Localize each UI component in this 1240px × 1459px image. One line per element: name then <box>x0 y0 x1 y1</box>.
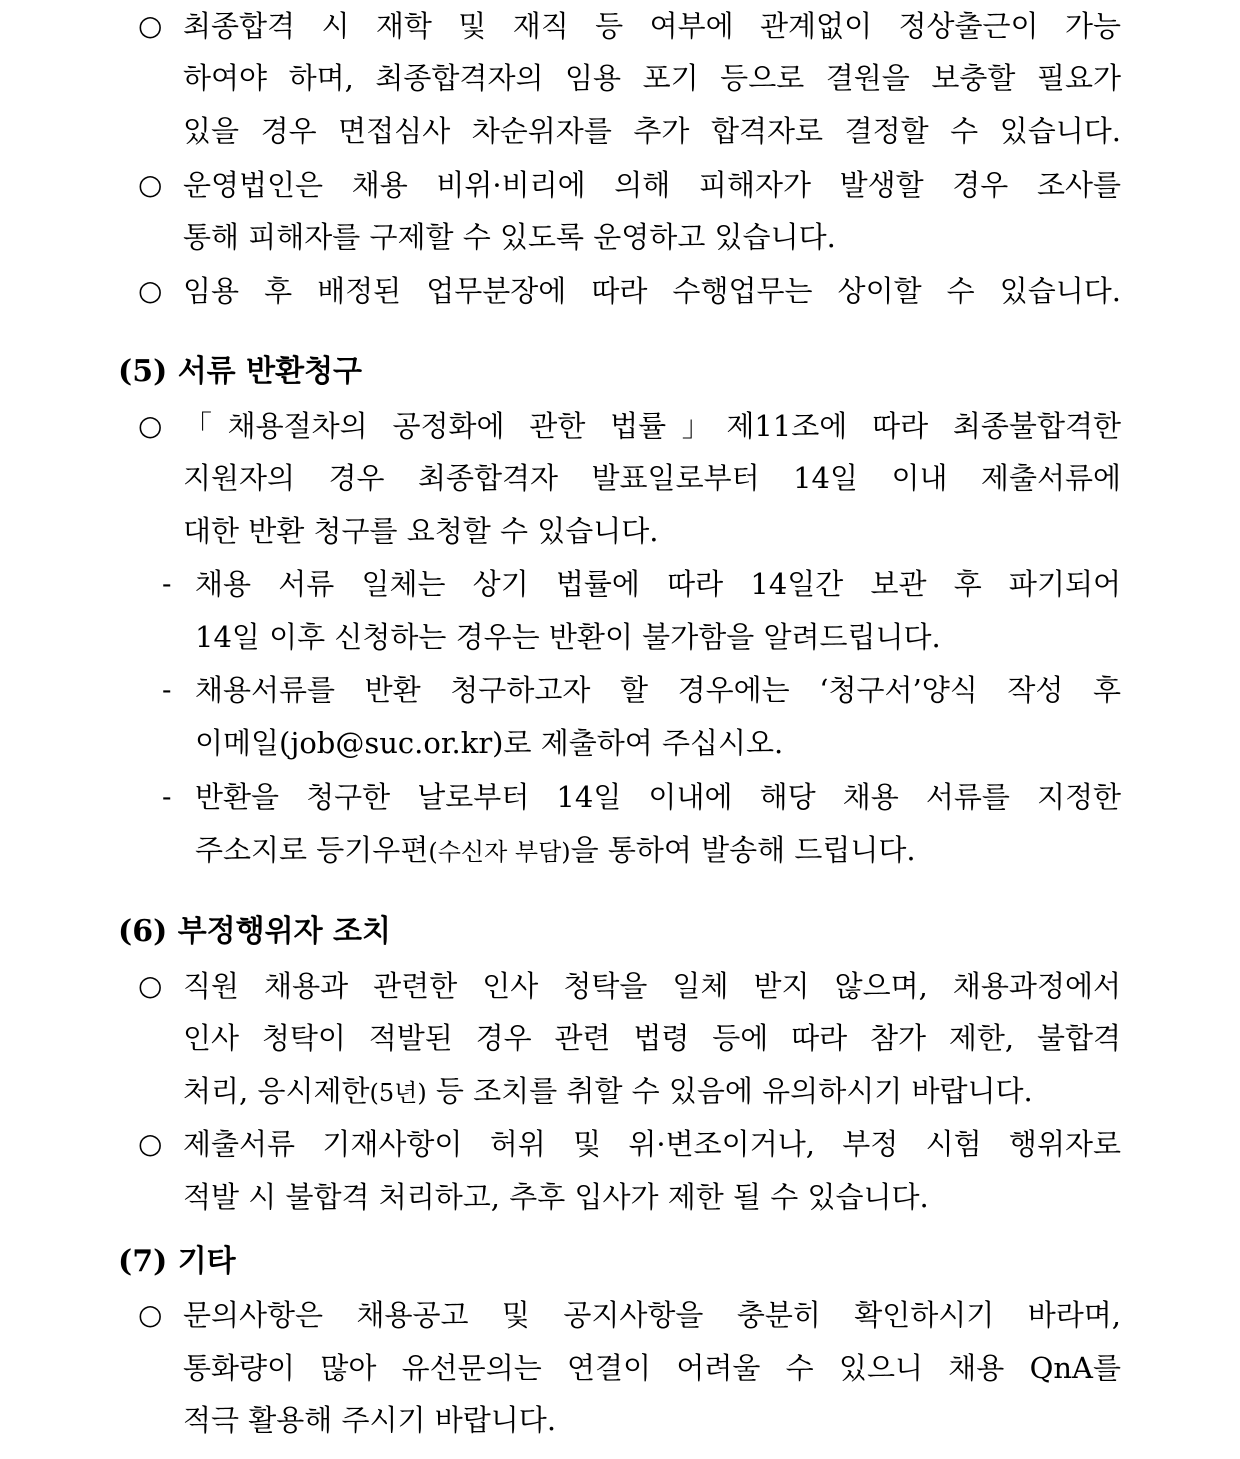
circle-bullet-icon: ○ <box>138 274 163 307</box>
paragraph-line: 운영법인은 채용 비위·비리에 의해 피해자가 발생할 경우 조사를 <box>183 168 1121 202</box>
paragraph-line: 인사 청탁이 적발된 경우 관련 법령 등에 따라 참가 제한, 불합격 <box>183 1021 1121 1055</box>
paragraph-line: 지원자의 경우 최종합격자 발표일로부터 14일 이내 제출서류에 <box>183 461 1121 495</box>
paragraph-line: 통화량이 많아 유선문의는 연결이 어려울 수 있으니 채용 QnA를 <box>183 1351 1121 1385</box>
paragraph-line: 임용 후 배정된 업무분장에 따라 수행업무는 상이할 수 있습니다. <box>183 274 1121 308</box>
circle-bullet-icon: ○ <box>138 168 163 201</box>
paragraph-line: 적극 활용해 주시기 바랍니다. <box>183 1403 557 1437</box>
paragraph-line: 14일 이후 신청하는 경우는 반환이 불가함을 알려드립니다. <box>195 620 941 654</box>
text-run: 처리, 응시제한 <box>183 1074 370 1108</box>
paragraph-line: 채용 서류 일체는 상기 법률에 따라 14일간 보관 후 파기되어 <box>195 567 1121 601</box>
dash-bullet-icon: - <box>162 780 172 813</box>
text-run: 등 조치를 취할 수 있음에 유의하시기 바랍니다. <box>426 1074 1033 1108</box>
dash-bullet-icon: - <box>162 567 172 600</box>
circle-bullet-icon: ○ <box>138 1127 163 1160</box>
paragraph-line: 반환을 청구한 날로부터 14일 이내에 해당 채용 서류를 지정한 <box>195 780 1121 814</box>
circle-bullet-icon: ○ <box>138 9 163 42</box>
circle-bullet-icon: ○ <box>138 409 163 442</box>
paragraph-line: 대한 반환 청구를 요청할 수 있습니다. <box>183 514 659 548</box>
paragraph-line: 문의사항은 채용공고 및 공지사항을 충분히 확인하시기 바라며, <box>183 1298 1121 1332</box>
section-heading: (7) 기타 <box>118 1244 236 1279</box>
paragraph-line: 「채용절차의 공정화에 관한 법률」제11조에 따라 최종불합격한 <box>183 409 1121 443</box>
text-run: 을 통하여 발송해 드립니다. <box>570 833 916 867</box>
section-heading: (5) 서류 반환청구 <box>118 354 363 389</box>
paragraph-line: 하여야 하며, 최종합격자의 임용 포기 등으로 결원을 보충할 필요가 <box>183 61 1121 95</box>
paragraph-line: 통해 피해자를 구제할 수 있도록 운영하고 있습니다. <box>183 220 836 254</box>
text-run-small: (5년) <box>369 1079 427 1107</box>
text-run: 주소지로 등기우편 <box>195 833 429 867</box>
circle-bullet-icon: ○ <box>138 969 163 1002</box>
paragraph-line: 채용서류를 반환 청구하고자 할 경우에는 ‘청구서’양식 작성 후 <box>195 673 1121 707</box>
paragraph-line: 이메일(job@suc.or.kr)로 제출하여 주십시오. <box>195 726 784 760</box>
section-heading: (6) 부정행위자 조치 <box>118 914 392 949</box>
paragraph-line <box>183 1073 1121 1111</box>
paragraph-line: 제출서류 기재사항이 허위 및 위·변조이거나, 부정 시험 행위자로 <box>183 1127 1121 1161</box>
dash-bullet-icon: - <box>162 673 172 706</box>
paragraph-line: 적발 시 불합격 처리하고, 추후 입사가 제한 될 수 있습니다. <box>183 1180 929 1214</box>
paragraph-line <box>195 832 1121 870</box>
text-run-small: (수신자 부담) <box>428 838 571 866</box>
paragraph-line: 직원 채용과 관련한 인사 청탁을 일체 받지 않으며, 채용과정에서 <box>183 969 1121 1003</box>
circle-bullet-icon: ○ <box>138 1298 163 1331</box>
paragraph-line: 있을 경우 면접심사 차순위자를 추가 합격자로 결정할 수 있습니다. <box>183 114 1121 148</box>
paragraph-line: 최종합격 시 재학 및 재직 등 여부에 관계없이 정상출근이 가능 <box>183 9 1121 43</box>
